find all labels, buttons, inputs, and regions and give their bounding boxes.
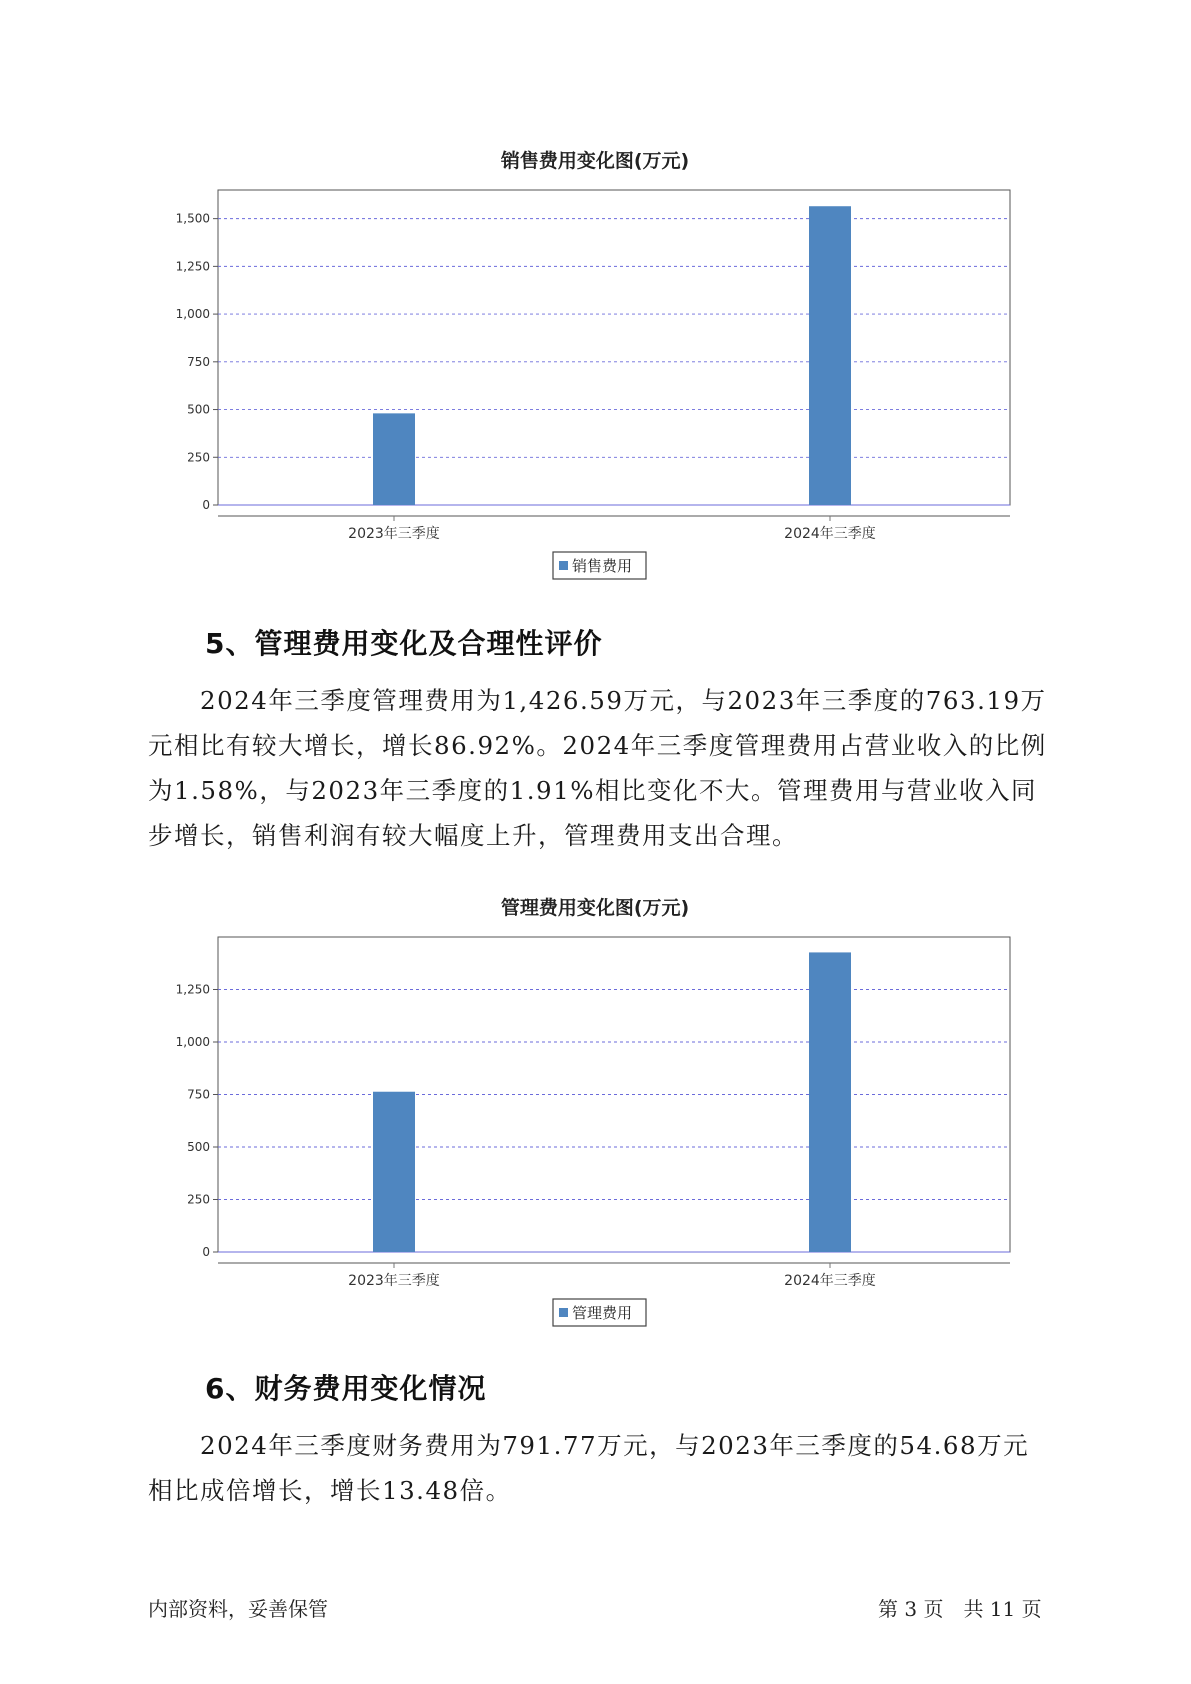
section-6-heading: 6、财务费用变化情况 <box>205 1372 487 1405</box>
section-6-paragraph: 2024年三季度财务费用为791.77万元，与2023年三季度的54.68万元相比成倍增长，增长13.48倍。 <box>148 1431 1030 1505</box>
x-tick-label: 2023年三季度 <box>348 1273 440 1289</box>
admin-expense-chart <box>0 887 1191 1347</box>
x-tick-label: 2024年三季度 <box>784 1273 876 1289</box>
y-tick-label: 750 <box>187 354 210 369</box>
y-tick-label: 1,250 <box>175 259 210 274</box>
bar <box>809 952 851 1252</box>
y-tick-label: 1,000 <box>175 307 210 322</box>
legend-swatch <box>559 561 568 570</box>
y-tick-label: 250 <box>187 1192 210 1207</box>
section-5-paragraph: 2024年三季度管理费用为1,426.59万元，与2023年三季度的763.19万元相比有较大增长，增长86.92%。2024年三季度管理费用占营业收入的比例为1.58%，与2023年三季度的1.91%相比变化不大。管理费用与营业收入同步增长，销售利润有较大幅度上升，管理费用支出合理。 <box>148 686 1047 850</box>
sales-expense-chart <box>0 140 1191 600</box>
y-tick-label: 1,000 <box>175 1035 210 1049</box>
footer-page-number: 第 3 页 共 11 页 <box>878 1597 1042 1621</box>
x-tick-label: 2024年三季度 <box>784 526 876 542</box>
section-5-heading: 5、管理费用变化及合理性评价 <box>205 627 603 660</box>
y-tick-label: 750 <box>187 1087 210 1102</box>
y-tick-label: 250 <box>187 450 210 465</box>
footer-confidential-note: 内部资料，妥善保管 <box>148 1597 328 1621</box>
bar <box>373 413 415 505</box>
bar <box>373 1092 415 1252</box>
chart-title: 管理费用变化图(万元) <box>500 897 690 919</box>
y-tick-label: 0 <box>202 498 210 512</box>
chart-title: 销售费用变化图(万元) <box>500 150 690 172</box>
bar <box>809 206 851 505</box>
y-tick-label: 500 <box>187 1140 210 1154</box>
legend-swatch <box>559 1308 568 1317</box>
y-tick-label: 0 <box>202 1245 210 1259</box>
y-tick-label: 500 <box>187 402 210 417</box>
y-tick-label: 1,250 <box>175 982 210 997</box>
y-tick-label: 1,500 <box>175 211 210 226</box>
legend-label: 销售费用 <box>572 557 633 575</box>
legend-label: 管理费用 <box>572 1304 633 1322</box>
plot-area <box>218 190 1010 505</box>
x-tick-label: 2023年三季度 <box>348 526 440 542</box>
